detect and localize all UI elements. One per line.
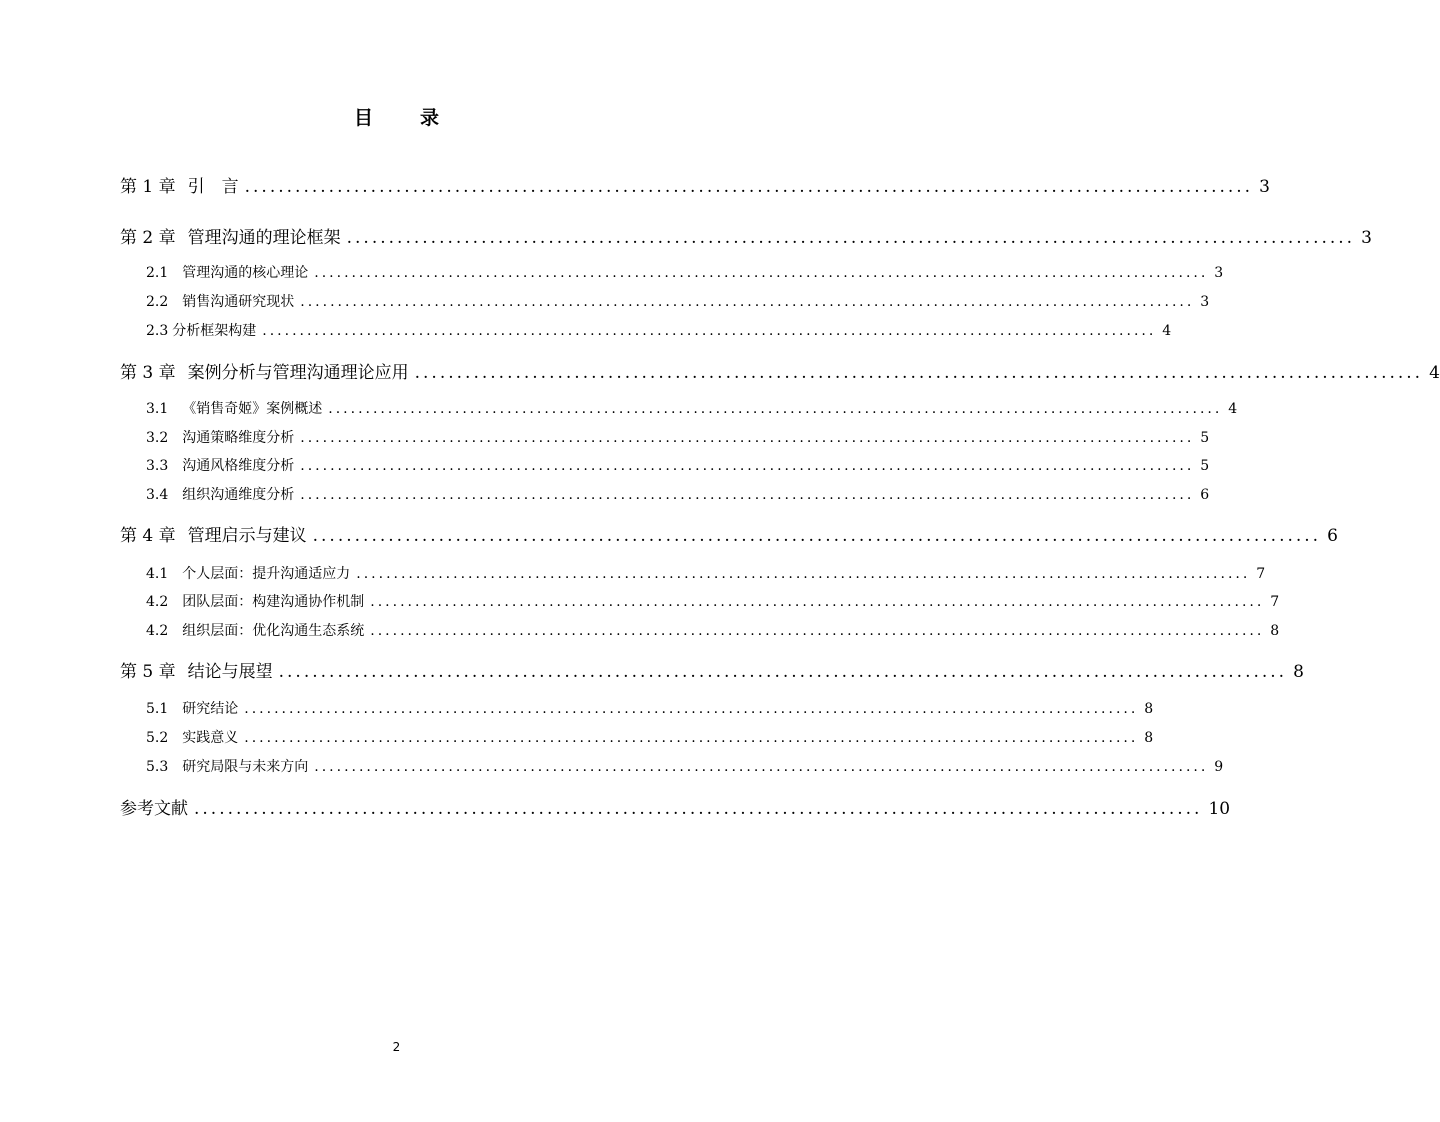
toc-entry-label: 沟通风格维度分析 <box>182 458 295 474</box>
toc-entry-label: 管理沟通的核心理论 <box>182 265 309 281</box>
toc-entry-section-5-2[interactable] <box>146 727 1154 747</box>
toc-entry-page: 7 <box>1270 594 1280 610</box>
toc-entry-number: 5.1 <box>146 701 169 717</box>
toc-entry-page: 6 <box>1327 526 1338 546</box>
toc-entry-section-2-2[interactable] <box>146 291 1210 311</box>
toc-entry-chapter-5[interactable] <box>120 657 1304 682</box>
toc-entry-label: 销售沟通研究现状 <box>182 294 295 310</box>
toc-entry-section-4-2[interactable] <box>146 591 1280 611</box>
toc-leader-dots: ........................................................................................................................ <box>328 401 1223 417</box>
toc-entry-section-4-3[interactable] <box>146 620 1280 640</box>
toc-leader-dots: ........................................................................................................................ <box>244 730 1139 746</box>
toc-entry-label: 研究结论 <box>182 701 239 717</box>
toc-entry-page: 3 <box>1214 265 1224 281</box>
toc-entry-label: 分析框架构建 <box>172 323 257 339</box>
toc-entry-number: 4.1 <box>146 566 169 582</box>
toc-leader-dots: ........................................................................................................................ <box>370 623 1265 639</box>
toc-leader-dots: ........................................................................................................................ <box>414 363 1424 383</box>
toc-leader-dots: ........................................................................................................................ <box>300 487 1195 503</box>
toc-entry-chapter-1[interactable] <box>120 172 1270 197</box>
toc-entry-label: 个人层面：提升沟通适应力 <box>182 566 351 582</box>
toc-entry-page: 9 <box>1214 759 1224 775</box>
toc-entry-number: 第 1 章 <box>120 177 176 197</box>
toc-entry-label: 引 言 <box>187 177 239 197</box>
toc-entry-number: 第 4 章 <box>120 526 176 546</box>
page-number: 2 <box>392 1040 401 1054</box>
toc-entry-label: 团队层面：构建沟通协作机制 <box>182 594 365 610</box>
toc-entry-section-2-3[interactable] <box>146 320 1172 340</box>
toc-entry-chapter-2[interactable] <box>120 223 1372 248</box>
toc-entry-label: 案例分析与管理沟通理论应用 <box>187 363 409 383</box>
toc-entry-label: 管理启示与建议 <box>187 526 307 546</box>
toc-leader-dots: ........................................................................................................................ <box>300 430 1195 446</box>
toc-entry-label: 沟通策略维度分析 <box>182 430 295 446</box>
toc-leader-dots: ........................................................................................................................ <box>314 265 1209 281</box>
toc-entry-number: 4.2 <box>146 594 169 610</box>
toc-leader-dots: ........................................................................................................................ <box>244 701 1139 717</box>
toc-entry-page: 4 <box>1162 323 1172 339</box>
toc-leader-dots: ........................................................................................................................ <box>244 177 1254 197</box>
toc-entry-label: 《销售奇姬》案例概述 <box>182 401 323 417</box>
toc-entry-chapter-4[interactable] <box>120 521 1338 546</box>
toc-entry-number: 2.2 <box>146 294 169 310</box>
toc-entry-page: 5 <box>1200 430 1210 446</box>
toc-entry-page: 8 <box>1270 623 1280 639</box>
toc-leader-dots: ........................................................................................................................ <box>356 566 1251 582</box>
toc-entry-chapter-3[interactable] <box>120 358 1440 383</box>
toc-title: 目 录 <box>353 107 453 129</box>
toc-entry-section-3-3[interactable] <box>146 455 1210 475</box>
toc-entry-page: 8 <box>1144 701 1154 717</box>
toc-leader-dots: ........................................................................................................................ <box>278 662 1288 682</box>
toc-leader-dots: ........................................................................................................................ <box>314 759 1209 775</box>
toc-entry-number: 3.4 <box>146 487 169 503</box>
toc-entry-number: 4.2 <box>146 623 169 639</box>
toc-entry-label: 管理沟通的理论框架 <box>187 228 341 248</box>
toc-entry-section-5-1[interactable] <box>146 698 1154 718</box>
toc-entry-number: 第 2 章 <box>120 228 176 248</box>
toc-entry-page: 3 <box>1259 177 1270 197</box>
toc-leader-dots: ........................................................................................................................ <box>346 228 1356 248</box>
toc-entry-label: 研究局限与未来方向 <box>182 759 309 775</box>
toc-entry-number: 3.1 <box>146 401 169 417</box>
toc-entry-page: 7 <box>1256 566 1266 582</box>
toc-entry-references[interactable] <box>120 794 1231 819</box>
toc-entry-label: 参考文献 <box>120 799 188 819</box>
toc-entry-label: 结论与展望 <box>187 662 273 682</box>
toc-entry-section-3-2[interactable] <box>146 427 1210 447</box>
toc-entry-page: 4 <box>1429 363 1440 383</box>
toc-entry-page: 4 <box>1228 401 1238 417</box>
toc-entry-page: 3 <box>1200 294 1210 310</box>
toc-entry-page: 10 <box>1208 799 1231 819</box>
toc-leader-dots: ........................................................................................................................ <box>300 294 1195 310</box>
toc-entry-page: 6 <box>1200 487 1210 503</box>
toc-leader-dots: ........................................................................................................................ <box>370 594 1265 610</box>
toc-leader-dots: ........................................................................................................................ <box>300 458 1195 474</box>
toc-entry-number: 2.3 <box>146 323 169 339</box>
toc-entry-number: 5.3 <box>146 759 169 775</box>
toc-entry-page: 5 <box>1200 458 1210 474</box>
toc-entry-label: 实践意义 <box>182 730 239 746</box>
toc-entry-label: 组织沟通维度分析 <box>182 487 295 503</box>
toc-entry-section-2-1[interactable] <box>146 262 1224 282</box>
toc-entry-number: 2.1 <box>146 265 169 281</box>
toc-leader-dots: ........................................................................................................................ <box>312 526 1322 546</box>
toc-entry-page: 8 <box>1293 662 1304 682</box>
toc-leader-dots: ........................................................................................................................ <box>194 799 1203 819</box>
toc-entry-number: 5.2 <box>146 730 169 746</box>
toc-entry-section-3-1[interactable] <box>146 398 1238 418</box>
toc-entry-number: 3.2 <box>146 430 169 446</box>
toc-entry-number: 第 5 章 <box>120 662 176 682</box>
toc-entry-number: 3.3 <box>146 458 169 474</box>
toc-leader-dots: ........................................................................................................................ <box>262 323 1157 339</box>
toc-entry-page: 3 <box>1361 228 1372 248</box>
toc-entry-label: 组织层面：优化沟通生态系统 <box>182 623 365 639</box>
toc-entry-number: 第 3 章 <box>120 363 176 383</box>
toc-entry-page: 8 <box>1144 730 1154 746</box>
toc-entry-section-5-3[interactable] <box>146 756 1224 776</box>
toc-entry-section-3-4[interactable] <box>146 484 1210 504</box>
toc-entry-section-4-1[interactable] <box>146 563 1266 583</box>
